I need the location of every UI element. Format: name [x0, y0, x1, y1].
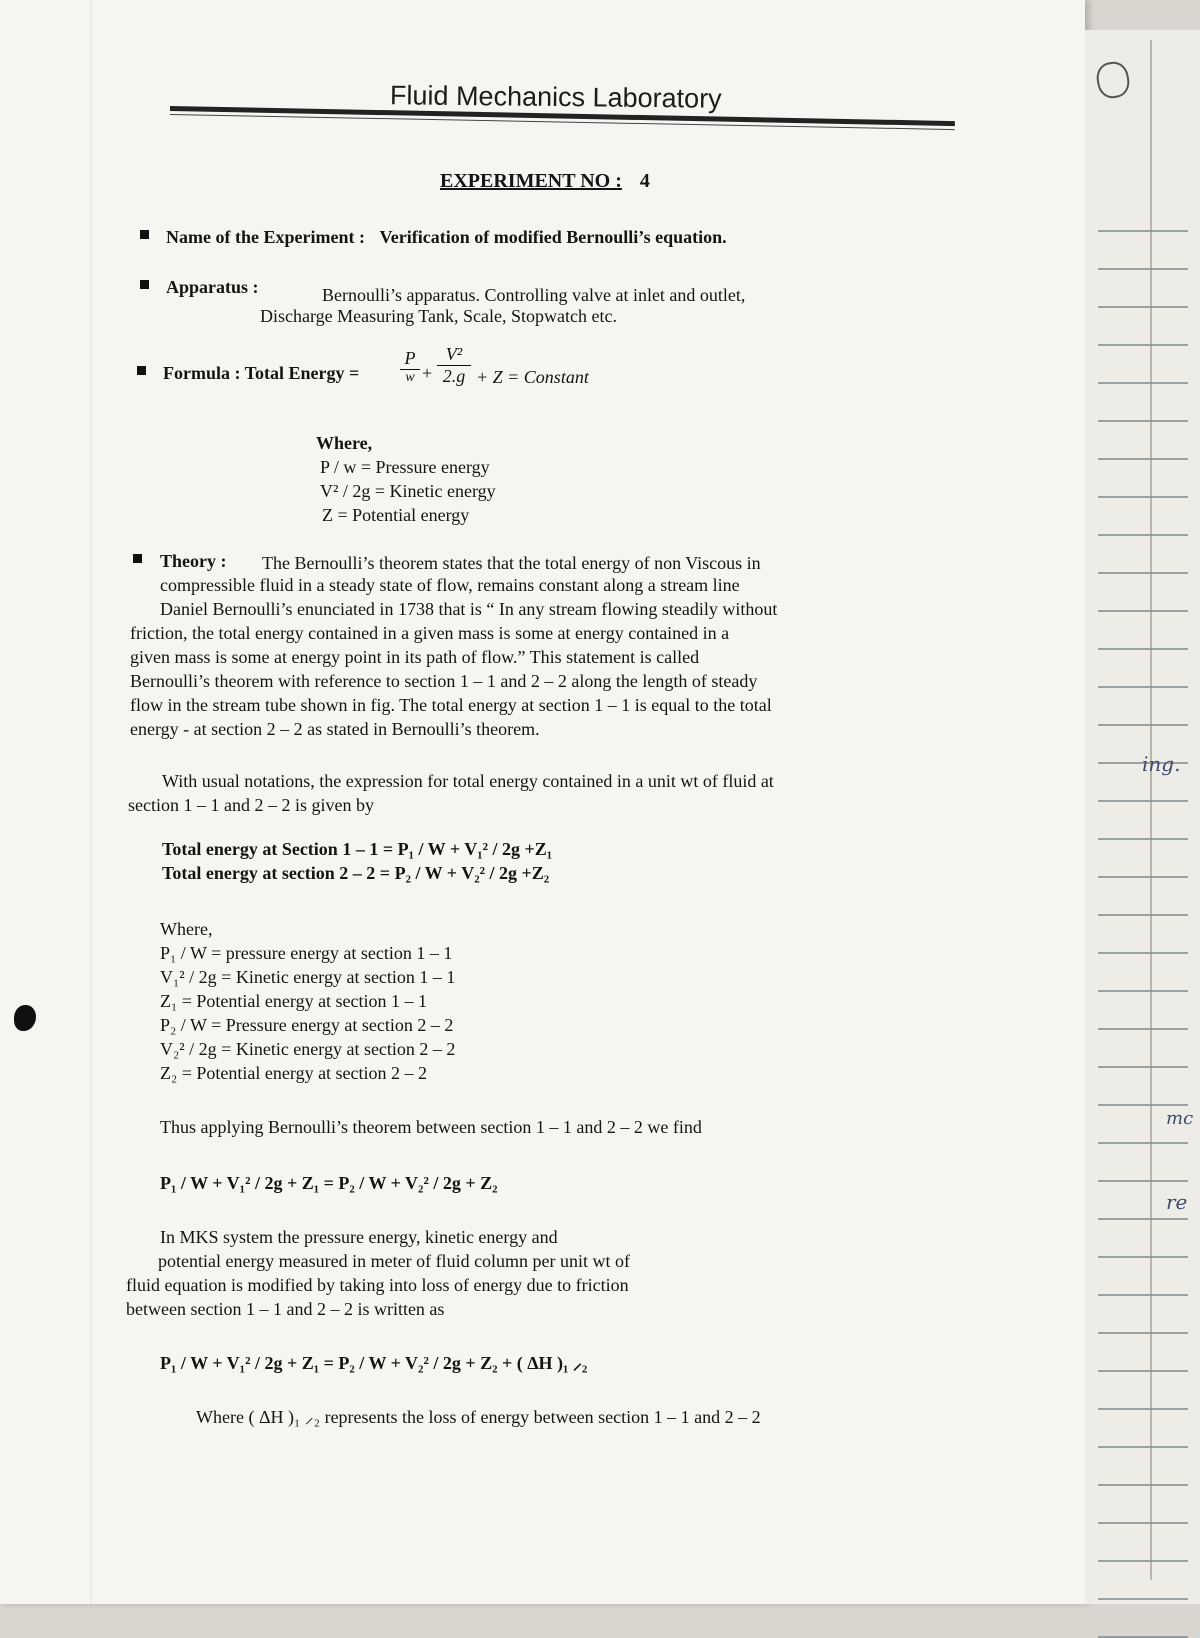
fraction-numerator: V²	[445, 344, 463, 364]
notebook-rule-line	[1098, 838, 1188, 840]
margin-note-3: re	[1166, 1190, 1188, 1214]
bernoulli-equation: P₁ / W + V₁² / 2g + Z₁ = P₂ / W + V₂² / 2g + Z₂	[160, 1173, 498, 1193]
bullet-icon	[140, 280, 149, 289]
notebook-rule-line	[1098, 572, 1188, 574]
theory-line-1: The Bernoulli’s theorem states that the total energy of non Viscous in	[262, 553, 761, 573]
notebook-rule-line	[1098, 420, 1188, 422]
notebook-rule-line	[1098, 1104, 1188, 1106]
theory-line-3: Daniel Bernoulli’s enunciated in 1738 that is “ In any stream flowing steadily without	[160, 599, 778, 619]
theory-line-5: given mass is some at energy point in its path of flow.” This statement is called	[130, 647, 700, 667]
notebook-rule-line	[1098, 1484, 1188, 1486]
experiment-name	[166, 226, 727, 248]
apparatus-line-2: Discharge Measuring Tank, Scale, Stopwatch etc.	[260, 306, 617, 326]
definition-z2: Z₂ = Potential energy at section 2 – 2	[160, 1063, 428, 1083]
definition-p2: P₂ / W = Pressure energy at section 2 – 2	[160, 1015, 454, 1035]
margin-note-2: mc	[1166, 1108, 1194, 1129]
notebook-rule-line	[1098, 800, 1188, 802]
apparatus-line-1: Bernoulli’s apparatus. Controlling valve at inlet and outlet,	[322, 285, 746, 305]
definition-v2: V₂² / 2g = Kinetic energy at section 2 – 2	[160, 1039, 456, 1059]
formula-fraction-kinetic	[437, 344, 471, 387]
notebook-rule-line	[1098, 1370, 1188, 1372]
total-energy-section-2: Total energy at section 2 – 2 = P₂ / W + V₂² / 2g +Z₂	[162, 863, 550, 883]
theory-line-6: Bernoulli’s theorem with reference to section 1 – 1 and 2 – 2 along the length of steady	[130, 671, 758, 691]
bullet-icon	[137, 366, 146, 375]
applying-theorem-text: Thus applying Bernoulli’s theorem between section 1 – 1 and 2 – 2 we find	[160, 1117, 702, 1137]
notebook-rule-line	[1098, 1142, 1188, 1144]
where-label-2: Where,	[160, 919, 213, 939]
notebook-rule-line	[1098, 648, 1188, 650]
total-energy-section-1: Total energy at Section 1 – 1 = P₁ / W + V₁² / 2g +Z₁	[162, 839, 553, 859]
underlying-notebook-pages	[1085, 30, 1200, 1604]
definition-kinetic: V² / 2g = Kinetic energy	[320, 481, 496, 501]
margin-note-1: ing.	[1142, 752, 1181, 776]
notebook-rule-line	[1098, 1256, 1188, 1258]
definition-potential: Z = Potential energy	[322, 505, 470, 525]
definition-z1: Z₁ = Potential energy at section 1 – 1	[160, 991, 428, 1011]
notebook-rule-line	[1098, 268, 1188, 270]
bullet-icon	[140, 230, 149, 239]
notebook-rule-line	[1098, 610, 1188, 612]
experiment-name-value: Verification of modified Bernoulli’s equation.	[379, 227, 727, 247]
definition-pressure: P / w = Pressure energy	[320, 457, 490, 477]
formula-plus: +	[422, 363, 433, 383]
loss-of-energy-text: Where ( ΔH )₁ ⸝₂ represents the loss of energy between section 1 – 1 and 2 – 2	[196, 1407, 761, 1427]
experiment-name-label: Name of the Experiment :	[166, 227, 365, 247]
notebook-rule-line	[1098, 1066, 1188, 1068]
formula-tail: + Z = Constant	[476, 367, 589, 387]
notebook-rule-line	[1098, 1560, 1188, 1562]
where-label: Where,	[316, 433, 373, 453]
theory-line-7: flow in the stream tube shown in fig. The total energy at section 1 – 1 is equal to the total	[130, 695, 772, 715]
modified-bernoulli-equation: P₁ / W + V₁² / 2g + Z₁ = P₂ / W + V₂² / 2g + Z₂ + ( ΔH )₁ ⸝₂	[160, 1353, 588, 1373]
formula-label: Formula : Total Energy =	[163, 363, 360, 383]
notebook-rule-line	[1098, 230, 1188, 232]
notebook-rule-line	[1098, 496, 1188, 498]
notebook-rule-line	[1098, 952, 1188, 954]
notebook-rule-line	[1098, 876, 1188, 878]
definition-v1: V₁² / 2g = Kinetic energy at section 1 – 1	[160, 967, 456, 987]
experiment-heading	[440, 170, 650, 193]
fraction-denominator: 2.g	[437, 365, 471, 387]
notebook-rule-line	[1098, 534, 1188, 536]
notebook-rule-line	[1098, 724, 1188, 726]
notebook-rule-line	[1098, 914, 1188, 916]
fraction-denominator: w	[400, 369, 420, 386]
notebook-rule-line	[1098, 1028, 1188, 1030]
notebook-rule-line	[1098, 1408, 1188, 1410]
notebook-rule-line	[1098, 306, 1188, 308]
notebook-rule-line	[1098, 1446, 1188, 1448]
formula-fraction-pressure	[400, 348, 420, 386]
notebook-rule-line	[1098, 1218, 1188, 1220]
notebook-rule-line	[1098, 1522, 1188, 1524]
usual-notations-line-2: section 1 – 1 and 2 – 2 is given by	[128, 795, 374, 815]
notebook-rule-line	[1098, 382, 1188, 384]
notebook-rule-line	[1098, 990, 1188, 992]
mks-line-1: In MKS system the pressure energy, kinetic energy and	[160, 1227, 558, 1247]
experiment-number: 4	[639, 170, 650, 192]
apparatus-label: Apparatus :	[166, 277, 259, 297]
experiment-label: EXPERIMENT NO :	[440, 170, 622, 192]
fraction-numerator: P	[404, 348, 416, 368]
notebook-rule-line	[1098, 1180, 1188, 1182]
definition-p1: P₁ / W = pressure energy at section 1 – 1	[160, 943, 453, 963]
notebook-rule-line	[1098, 686, 1188, 688]
theory-line-2: compressible fluid in a steady state of flow, remains constant along a stream line	[160, 575, 740, 595]
notebook-rule-line	[1098, 1294, 1188, 1296]
notebook-rule-line	[1098, 1332, 1188, 1334]
mks-line-4: between section 1 – 1 and 2 – 2 is written as	[126, 1299, 445, 1319]
mks-line-3: fluid equation is modified by taking into loss of energy due to friction	[126, 1275, 629, 1295]
theory-label: Theory :	[160, 551, 227, 571]
notebook-rule-line	[1098, 458, 1188, 460]
theory-line-4: friction, the total energy contained in a given mass is some at energy contained in a	[130, 623, 730, 643]
mks-line-2: potential energy measured in meter of fluid column per unit wt of	[158, 1251, 631, 1271]
notebook-margin-line	[1150, 40, 1152, 1580]
page-title: Fluid Mechanics Laboratory	[389, 80, 722, 114]
theory-line-8: energy - at section 2 – 2 as stated in Bernoulli’s theorem.	[130, 719, 540, 739]
bullet-icon	[133, 554, 142, 563]
usual-notations-line-1: With usual notations, the expression for total energy contained in a unit wt of fluid at	[162, 771, 774, 791]
notebook-rule-line	[1098, 1598, 1188, 1600]
notebook-rule-line	[1098, 344, 1188, 346]
